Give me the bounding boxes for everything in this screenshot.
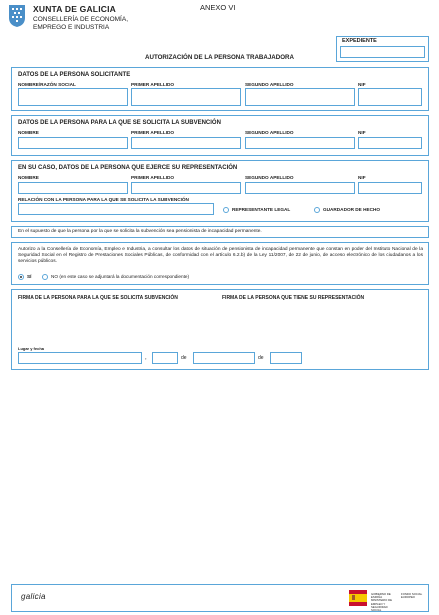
representante-surname1-label: PRIMER APELLIDO (131, 175, 175, 180)
solicitante-section (11, 67, 429, 111)
solicitante-surname1-label: PRIMER APELLIDO (131, 82, 175, 87)
de-label-1: de (181, 355, 187, 361)
legal-representative-radio[interactable] (223, 207, 229, 213)
subvencion-nif-field[interactable] (358, 137, 422, 149)
xunta-logo-icon (8, 4, 26, 28)
authorize-no-radio[interactable] (42, 274, 48, 280)
ministry-label: GOBIERNO DE ESPAÑA MINISTERIO DE EMPLEO Y SEGURIDAD SOCIAL (371, 592, 392, 613)
representative-signature-label: FIRMA DE LA PERSONA QUE TIENE SU REPRESENTACIÓN (222, 295, 365, 301)
authorize-no-label: NO (en este caso se adjuntará la documentación correspondiente) (51, 274, 190, 279)
signature-section (11, 289, 429, 370)
relation-label: RELACIÓN CON LA PERSONA PARA LA QUE SE SOLICITA LA SUBVENCIÓN (18, 197, 189, 202)
solicitante-title: DATOS DE LA PERSONA SOLICITANTE (18, 72, 131, 78)
solicitante-nif-field[interactable] (358, 88, 422, 106)
representante-title: EN SU CASO, DATOS DE LA PERSONA QUE EJERCE SU REPRESENTACIÓN (18, 165, 238, 171)
solicitante-name-field[interactable] (18, 88, 128, 106)
applicant-signature-label: FIRMA DE LA PERSONA PARA LA QUE SE SOLICITA SUBVENCIÓN (18, 295, 178, 301)
solicitante-nif-label: NIF (358, 82, 366, 87)
representante-name-field[interactable] (18, 182, 128, 194)
solicitante-surname2-label: SEGUNDO APELLIDO (245, 82, 294, 87)
subvencion-surname1-label: PRIMER APELLIDO (131, 130, 175, 135)
de-facto-guardian-label: GUARDADOR DE HECHO (323, 207, 381, 212)
comma-separator: , (145, 355, 147, 361)
representante-surname2-field[interactable] (245, 182, 355, 194)
solicitante-name-label: NOMBRE/RAZÓN SOCIAL (18, 82, 76, 87)
notice-box (11, 226, 429, 238)
expediente-label: EXPEDIENTE (342, 38, 377, 44)
notice-text: En el supuesto de que la persona por la que se solicita la subvención sea pensionista de incapacidad permanente. (18, 229, 262, 234)
subvencion-nif-label: NIF (358, 130, 366, 135)
representante-nif-label: NIF (358, 175, 366, 180)
solicitante-surname1-field[interactable] (131, 88, 241, 106)
subvencion-name-label: NOMBRE (18, 130, 39, 135)
subvencion-surname2-field[interactable] (245, 137, 355, 149)
authorization-section (11, 242, 429, 285)
day-field[interactable] (152, 352, 178, 364)
department-name: CONSELLERÍA DE ECONOMÍA, EMPREGO E INDUSTRIA (33, 16, 128, 31)
place-field[interactable] (18, 352, 142, 364)
representante-surname1-field[interactable] (131, 182, 241, 194)
legal-representative-label: REPRESENTANTE LEGAL (232, 207, 291, 212)
social-fund-label: FONDO SOCIAL EUROPEO (401, 592, 423, 600)
place-date-label: Lugar y fecha (18, 346, 45, 351)
representante-surname2-label: SEGUNDO APELLIDO (245, 175, 294, 180)
page-title: AUTORIZACIÓN DE LA PERSONA TRABAJADORA (145, 54, 294, 61)
subvencion-title: DATOS DE LA PERSONA PARA LA QUE SE SOLICITA LA SUBVENCIÓN (18, 120, 221, 126)
subvencion-surname2-label: SEGUNDO APELLIDO (245, 130, 294, 135)
annex-label: ANEXO VI (200, 3, 236, 12)
representante-name-label: NOMBRE (18, 175, 39, 180)
authorize-yes-label: SÍ (27, 274, 32, 279)
year-field[interactable] (270, 352, 302, 364)
de-label-2: de (258, 355, 264, 361)
subvencion-surname1-field[interactable] (131, 137, 241, 149)
relation-field[interactable] (18, 203, 214, 215)
spain-government-emblem-icon (349, 590, 367, 606)
solicitante-surname2-field[interactable] (245, 88, 355, 106)
subvencion-section (11, 115, 429, 156)
galicia-brand: galicia (21, 592, 46, 601)
org-name: XUNTA DE GALICIA (33, 4, 117, 14)
authorization-text: Autorizo a la Consellería de Economía, Empleo e Industria, a consultar los datos de situación de pensionista de incapacidad permanente que constan en poder del Instituto Nacional de la Seguridad Social en el Registro de Prestaciones Sociales Públicas, de conformidad con el artículo 6.2.b) de la Ley 11/2007, de 22 de junio, de acceso electrónico de los ciudadanos a los servicios públicos. (18, 247, 423, 265)
de-facto-guardian-radio[interactable] (314, 207, 320, 213)
authorize-yes-radio[interactable] (18, 274, 24, 280)
month-field[interactable] (193, 352, 255, 364)
representante-nif-field[interactable] (358, 182, 422, 194)
representante-section (11, 160, 429, 222)
subvencion-name-field[interactable] (18, 137, 128, 149)
